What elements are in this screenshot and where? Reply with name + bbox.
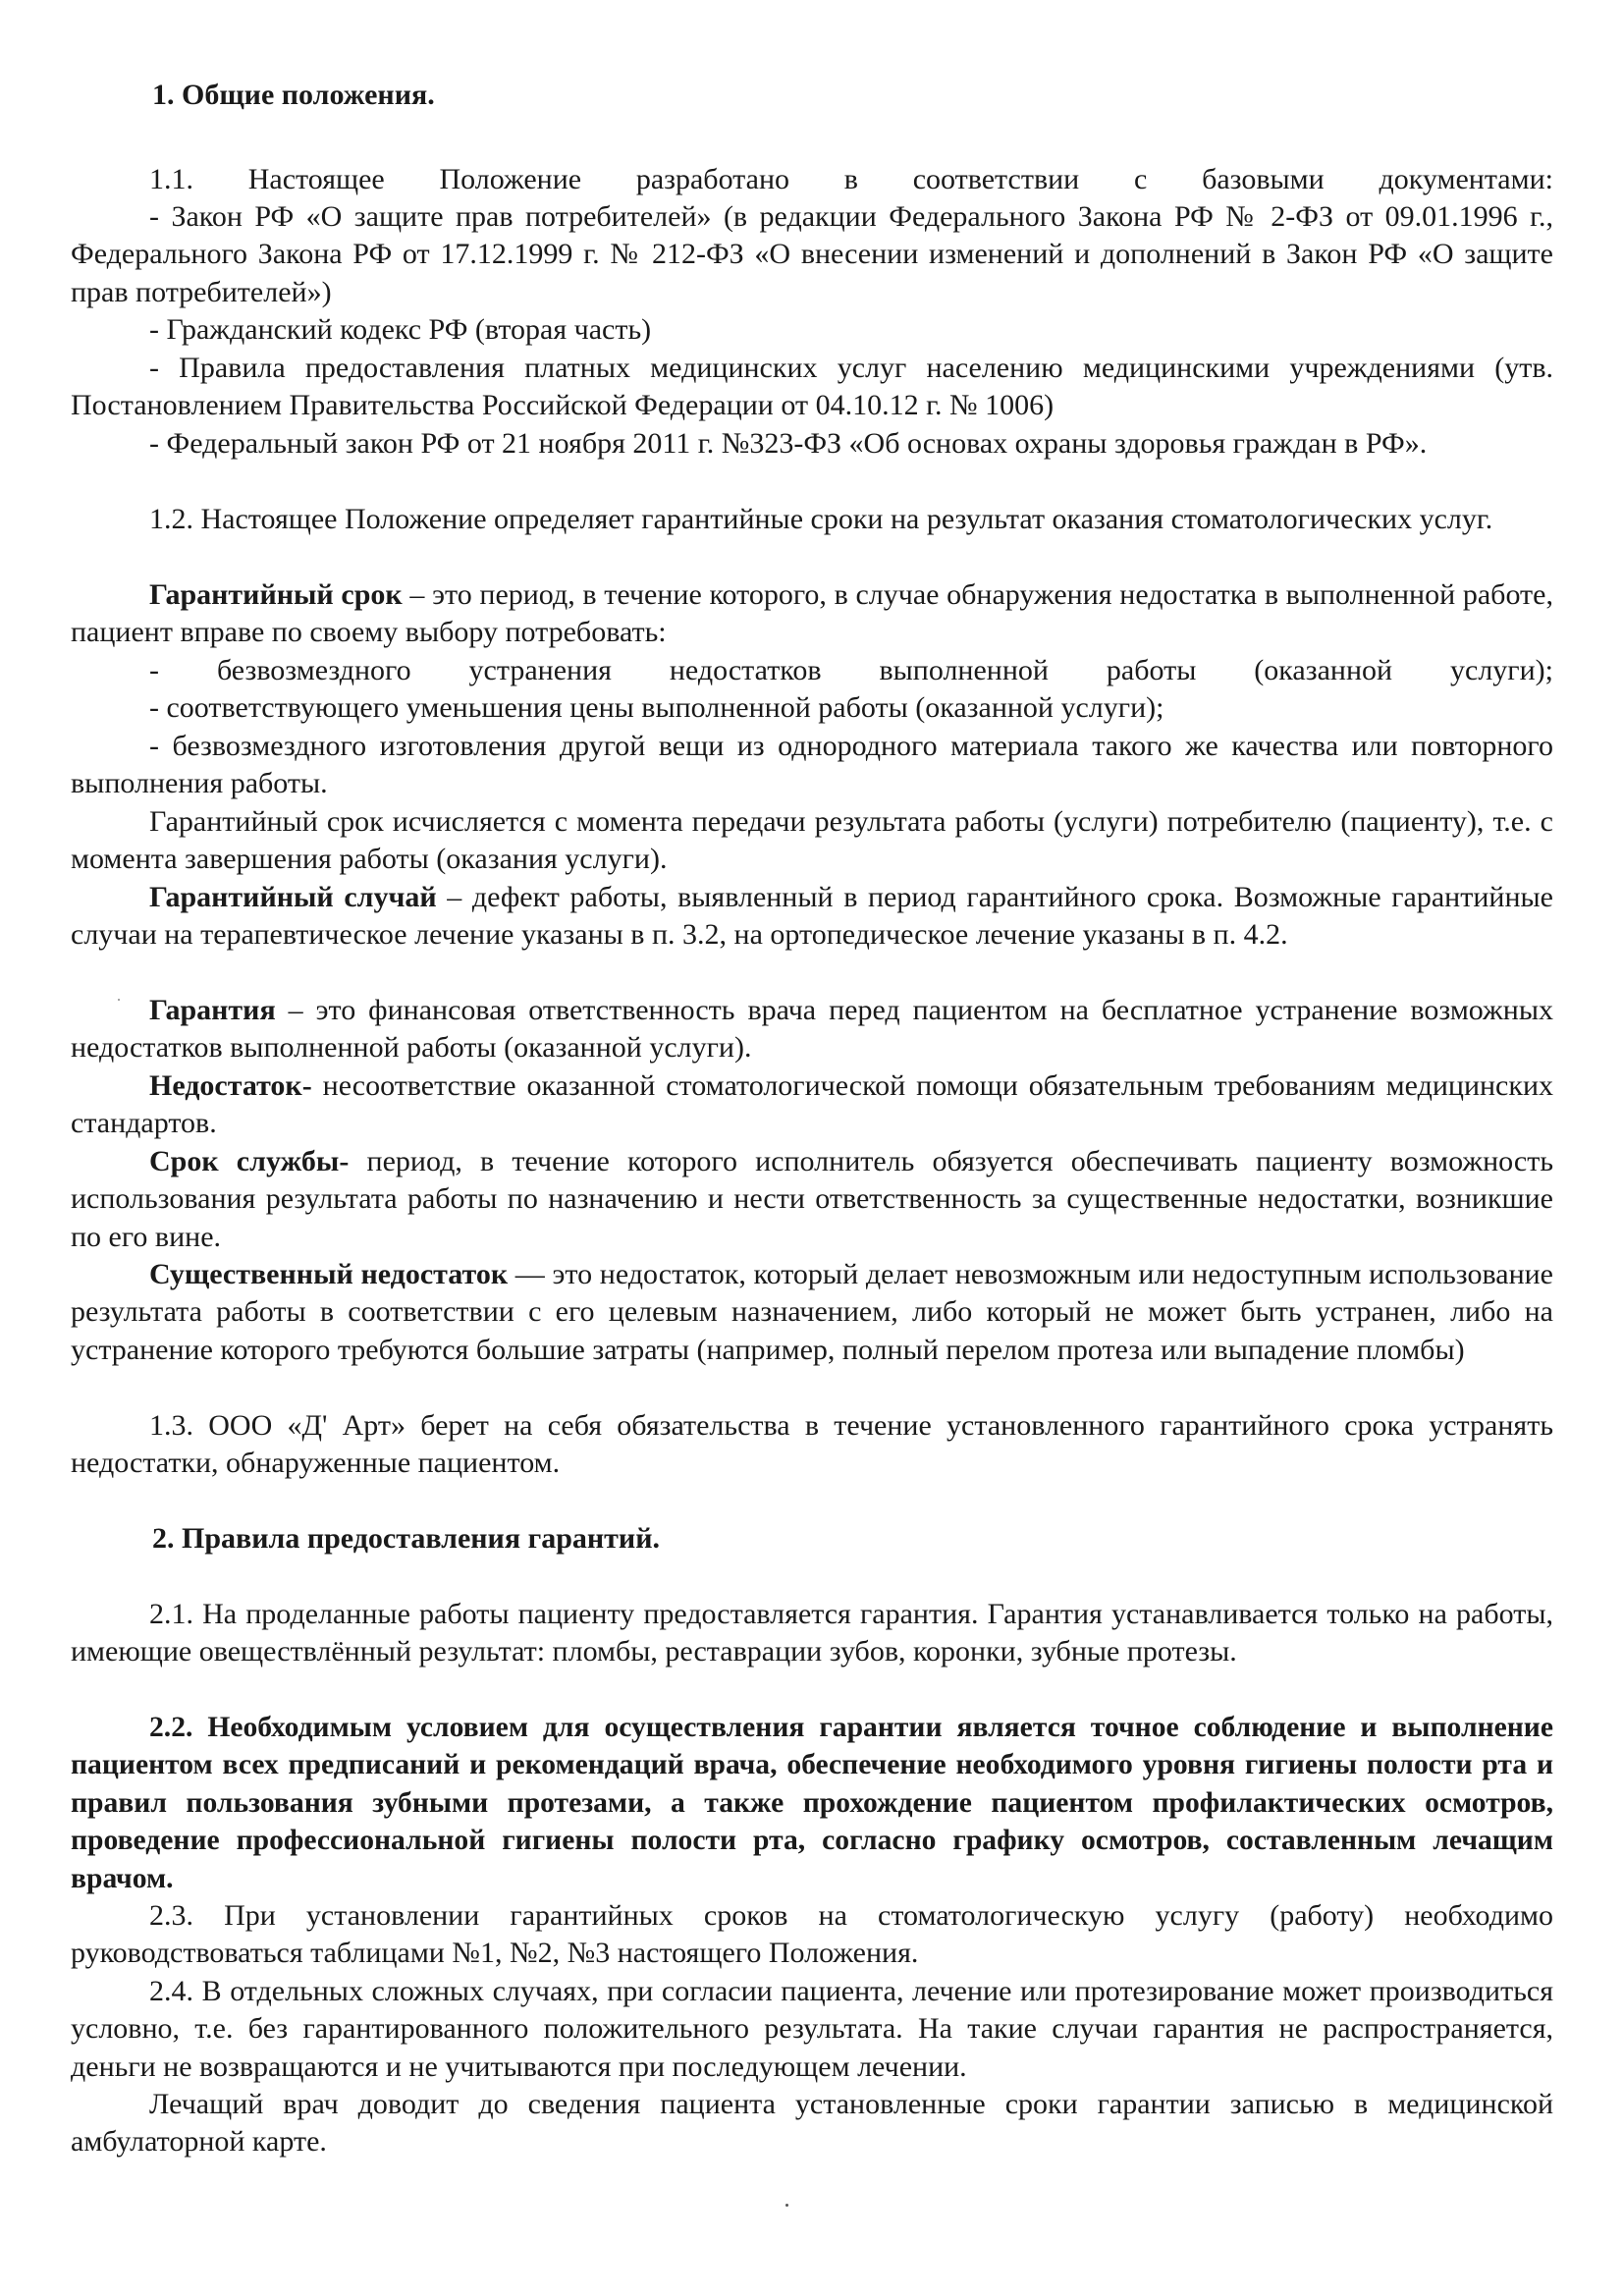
paragraph-2-1: 2.1. На проделанные работы пациенту предоставляется гарантия. Гарантия устанавливается только на работы, имеющие овеществлённый результат: пломбы, реставрации зубов, коронки, зубные протезы. xyxy=(71,1598,1553,1668)
paragraph-term-calculation: Гарантийный срок исчисляется с момента передачи результата работы (услуги) потребителю (пациенту), т.е. с момента завершения работы (оказания услуги). xyxy=(71,805,1553,876)
definition-term: Гарантийный случай xyxy=(149,881,437,913)
definition-guarantee xyxy=(71,992,1553,1067)
paragraph-1-1-item-consumer-law: - Закон РФ «О защите прав потребителей» (в редакции Федерального Закона РФ № 2-ФЗ от 09.01.1996 г., Федерального Закона РФ от 17.12.1999 г. № 212-ФЗ «О внесении изменений и дополнений в Закон РФ «О защите прав потребителей») xyxy=(71,200,1553,308)
paragraph-2-3: 2.3. При установлении гарантийных сроков на стоматологическую услугу (работу) необходимо руководствоваться таблицами №1, №2, №3 настоящего Положения. xyxy=(71,1899,1553,1970)
definition-warranty-case xyxy=(71,879,1553,955)
paragraph-1-1: 1.1. Настоящее Положение разработано в соответствии с базовыми документами: xyxy=(149,163,1553,195)
paragraph-doctor-notice: Лечащий врач доводит до сведения пациента установленные сроки гарантии записью в медицинской амбулаторной карте. xyxy=(71,2088,1553,2159)
paragraph-2-4: 2.4. В отдельных сложных случаях, при согласии пациента, лечение или протезирование может производиться условно, т.е. без гарантированного положительного результата. На такие случаи гарантия не распространяется, деньги не возвращаются и не учитываются при последующем лечении. xyxy=(71,1975,1553,2083)
definition-service-life xyxy=(71,1143,1553,1256)
definition-term: Срок службы- xyxy=(149,1145,350,1177)
paragraph-1-1-item-civil-code: - Гражданский кодекс РФ (вторая часть) xyxy=(149,313,652,346)
paragraph-1-1-item-health-law: - Федеральный закон РФ от 21 ноября 2011 г. №323-ФЗ «Об основах охраны здоровья граждан в РФ». xyxy=(149,427,1428,460)
definition-text: – это финансовая ответственность врача перед пациентом на бесплатное устранение возможных недостатков выполненной работы (оказанной услуги). xyxy=(71,994,1553,1065)
paragraph-1-3: 1.3. ООО «Д' Арт» берет на себя обязательства в течение установленного гарантийного срока устранять недостатки, обнаруженные пациентом. xyxy=(71,1409,1553,1480)
definition-text: несоответствие оказанной стоматологической помощи обязательным требованиям медицинских стандартов. xyxy=(71,1069,1553,1140)
definition-text: период, в течение которого исполнитель обязуется обеспечивать пациенту возможность использования результата работы по назначению и нести ответственность за существенные недостатки, возникшие по его вине. xyxy=(71,1145,1554,1253)
definition-term: Гарантийный срок xyxy=(149,578,403,611)
definition-term: Недостаток- xyxy=(149,1069,312,1102)
section-1-heading: 1. Общие положения. xyxy=(152,79,435,111)
bullet-free-fix: - безвозмездного устранения недостатков выполненной работы (оказанной услуги); xyxy=(149,654,1553,686)
scan-dot xyxy=(785,2204,788,2207)
paragraph-1-2: 1.2. Настоящее Положение определяет гарантийные сроки на результат оказания стоматологических услуг. xyxy=(149,503,1493,535)
definition-text: – это период, в течение которого, в случае обнаружения недостатка в выполненной работе, пациент вправе по своему выбору потребовать: xyxy=(71,578,1553,649)
paragraph-1-1-item-paid-services-rules: - Правила предоставления платных медицинских услуг населению медицинскими учреждениями (утв. Постановлением Правительства Российской Федерации от 04.10.12 г. № 1006) xyxy=(71,352,1553,422)
bullet-free-remake: - безвозмездного изготовления другой вещи из однородного материала такого же качества или повторного выполнения работы. xyxy=(71,730,1553,800)
paragraph-2-2: 2.2. Необходимым условием для осуществления гарантии является точное соблюдение и выполнение пациентом всех предписаний и рекомендаций врача, обеспечение необходимого уровня гигиены полости рта и правил пользования зубными протезами, а также прохождение пациентом профилактических осмотров, проведение профессиональной гигиены полости рта, согласно графику осмотров, составленным лечащим врачом. xyxy=(71,1712,1553,1894)
definition-defect xyxy=(71,1067,1553,1143)
definition-term: Существенный недостаток xyxy=(149,1258,509,1290)
definition-text: — это недостаток, который делает невозможным или недоступным использование результата работы в соответствии с его целевым назначением, либо который не может быть устранен, либо на устранение которого требуются большие затраты (например, полный перелом протеза или выпадение пломбы) xyxy=(71,1258,1553,1366)
definition-essential-defect xyxy=(71,1256,1553,1369)
bullet-price-reduction: - соответствующего уменьшения цены выполненной работы (оказанной услуги); xyxy=(149,691,1164,724)
definition-text: – дефект работы, выявленный в период гарантийного срока. Возможные гарантийные случаи на терапевтическое лечение указаны в п. 3.2, на ортопедическое лечение указаны в п. 4.2. xyxy=(71,881,1553,952)
definition-warranty-term xyxy=(71,576,1553,652)
section-2-heading: 2. Правила предоставления гарантий. xyxy=(152,1522,660,1555)
definition-term: Гарантия xyxy=(149,994,276,1026)
